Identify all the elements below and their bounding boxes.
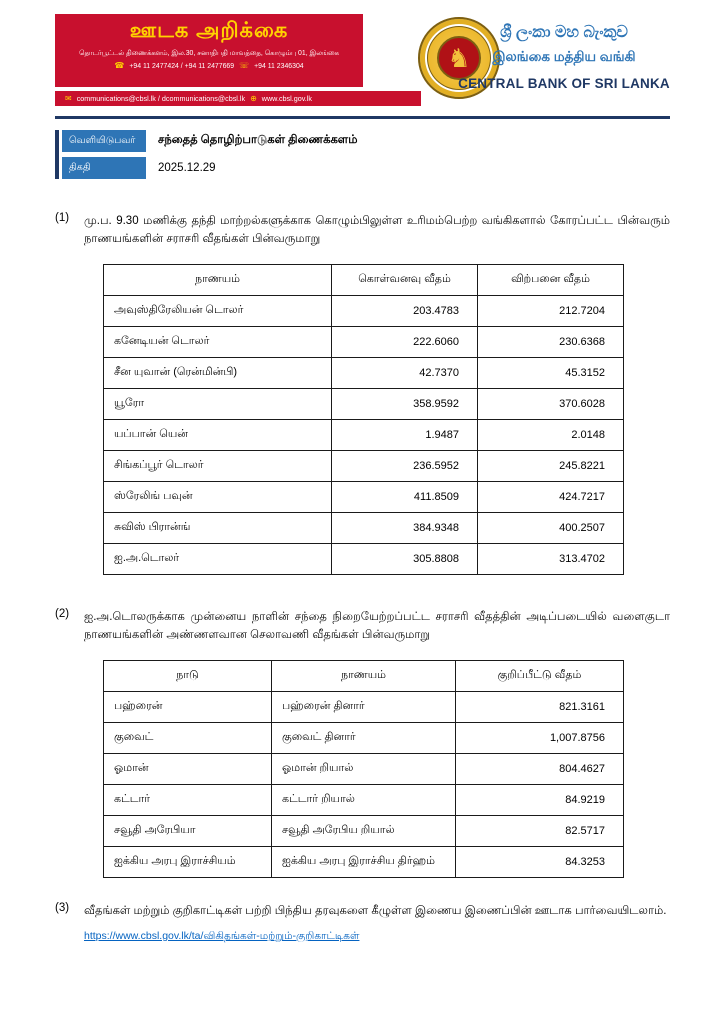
country-name: குவைட் bbox=[104, 722, 272, 753]
currency-name: ஐக்கிய அரபு இராச்சிய திர்ஹம் bbox=[272, 846, 456, 877]
column-header-selling-rate: விற்பனை வீதம் bbox=[478, 264, 624, 295]
table-row bbox=[104, 450, 624, 481]
currency-name: பஹ்ரைன் தினார் bbox=[272, 691, 456, 722]
issuer-row bbox=[62, 130, 357, 152]
currency-name: ஓமான் றியால் bbox=[272, 753, 456, 784]
selling-rate: 313.4702 bbox=[478, 543, 624, 574]
selling-rate: 230.6368 bbox=[478, 326, 624, 357]
buying-rate: 1.9487 bbox=[332, 419, 478, 450]
column-header-indicative-rate: குறிப்பீட்டு வீதம் bbox=[456, 660, 624, 691]
gulf-currency-header-row bbox=[104, 660, 624, 691]
selling-rate: 2.0148 bbox=[478, 419, 624, 450]
table-row bbox=[104, 512, 624, 543]
contact-email-line bbox=[55, 91, 421, 106]
currency-name: ஐ.அ.டொலர் bbox=[104, 543, 332, 574]
fax-number: +94 11 2346304 bbox=[254, 62, 304, 70]
buying-rate: 411.8509 bbox=[332, 481, 478, 512]
exchange-rates-table bbox=[103, 264, 624, 575]
globe-icon: ⊕ bbox=[250, 93, 257, 103]
bank-name-english: CENTRAL BANK OF SRI LANKA bbox=[458, 76, 670, 91]
letterhead bbox=[55, 14, 670, 108]
column-header-currency: நாணயம் bbox=[104, 264, 332, 295]
indicative-rate: 804.4627 bbox=[456, 753, 624, 784]
section-2-text: ஐ.அ.டொலருக்காக முன்னைய நாளின் சந்தை நிறையேற்றப்பட்ட சராசரி வீதத்தின் அடிப்படையில் வளைகுடா நாணயங்களின் அண்ணளவான செலாவணி வீதங்கள் பின்வருமாறு bbox=[84, 610, 670, 642]
bank-name-sinhala: ශ්‍රී ලංකා මහ බැංකුව bbox=[500, 24, 628, 41]
section-2-number: (2) bbox=[55, 607, 70, 620]
column-header-currency: நாணயம் bbox=[272, 660, 456, 691]
indicative-rate: 821.3161 bbox=[456, 691, 624, 722]
bank-name-block bbox=[458, 24, 670, 91]
department-address: தொடர்பூட்டல் திணைக்களம், இல.30, சனாதிபதி மாவத்தை, கொழும்பு 01, இலங்கை bbox=[79, 50, 339, 57]
table-row bbox=[104, 295, 624, 326]
buying-rate: 384.9348 bbox=[332, 512, 478, 543]
buying-rate: 42.7370 bbox=[332, 357, 478, 388]
date-row bbox=[62, 157, 357, 179]
table-row bbox=[104, 357, 624, 388]
website-url: www.cbsl.gov.lk bbox=[261, 94, 312, 103]
currency-name: குவைட் தினார் bbox=[272, 722, 456, 753]
country-name: ஐக்கிய அரபு இராச்சியம் bbox=[104, 846, 272, 877]
table-row bbox=[104, 388, 624, 419]
indicative-rate: 82.5717 bbox=[456, 815, 624, 846]
section-1-text: மு.ப. 9.30 மணிக்கு தந்தி மாற்றல்களுக்காக கொழும்பிலுள்ள உரிமம்பெற்ற வங்கிகளால் கோரப்பட்ட பின்வரும் நாணயங்களின் சராசரி வீதங்கள் பின்வருமாறு bbox=[84, 215, 670, 246]
fax-icon: ☏ bbox=[239, 61, 250, 70]
currency-name: யூரோ bbox=[104, 388, 332, 419]
selling-rate: 45.3152 bbox=[478, 357, 624, 388]
selling-rate: 424.7217 bbox=[478, 481, 624, 512]
issuer-value: சந்தைத் தொழிற்பாடுகள் திணைக்களம் bbox=[158, 134, 358, 146]
media-release-box bbox=[55, 14, 363, 87]
rates-and-indicators-link[interactable]: https://www.cbsl.gov.lk/ta/விகிதங்கள்-மற்றும்-குறிகாட்டிகள் bbox=[84, 929, 360, 942]
selling-rate: 400.2507 bbox=[478, 512, 624, 543]
lion-icon: ♞ bbox=[437, 36, 481, 80]
issuer-label: வெளியிடுபவர் bbox=[62, 130, 146, 152]
date-value: 2025.12.29 bbox=[158, 162, 216, 174]
section-3-text: வீதங்கள் மற்றும் குறிகாட்டிகள் பற்றி பிந்திய தரவுகளை கீழுள்ள இணைய இணைப்பின் ஊடாக பார்வையிடலாம். bbox=[84, 904, 667, 917]
phone-icon: ☎ bbox=[114, 61, 125, 70]
section-3-number: (3) bbox=[55, 901, 70, 914]
buying-rate: 236.5952 bbox=[332, 450, 478, 481]
meta-accent-bar bbox=[55, 130, 59, 179]
gulf-currency-table bbox=[103, 660, 624, 878]
currency-name: அவுஸ்திரேலியன் டொலர் bbox=[104, 295, 332, 326]
currency-name: கனேடியன் டொலர் bbox=[104, 326, 332, 357]
column-header-country: நாடு bbox=[104, 660, 272, 691]
country-name: பஹ்ரைன் bbox=[104, 691, 272, 722]
section-1-body bbox=[84, 212, 670, 575]
header-divider bbox=[55, 116, 670, 119]
section-3-body bbox=[84, 902, 670, 944]
selling-rate: 245.8221 bbox=[478, 450, 624, 481]
indicative-rate: 84.9219 bbox=[456, 784, 624, 815]
phone-numbers: +94 11 2477424 / +94 11 2477669 bbox=[129, 62, 235, 70]
currency-name: சீன யுவான் (ரென்மின்பி) bbox=[104, 357, 332, 388]
currency-name: ஸ்ரேலிங் பவுன் bbox=[104, 481, 332, 512]
buying-rate: 358.9592 bbox=[332, 388, 478, 419]
table-row bbox=[104, 481, 624, 512]
date-label: திகதி bbox=[62, 157, 146, 179]
selling-rate: 370.6028 bbox=[478, 388, 624, 419]
meta-rows bbox=[62, 130, 357, 179]
bank-name-tamil: இலங்கை மத்திய வங்கி bbox=[492, 49, 636, 64]
buying-rate: 203.4783 bbox=[332, 295, 478, 326]
currency-name: கட்டார் றியால் bbox=[272, 784, 456, 815]
email-icon: ✉ bbox=[65, 93, 72, 103]
country-name: ஓமான் bbox=[104, 753, 272, 784]
table-row bbox=[104, 846, 624, 877]
country-name: கட்டார் bbox=[104, 784, 272, 815]
contact-phone-line bbox=[55, 62, 363, 70]
buying-rate: 305.8808 bbox=[332, 543, 478, 574]
section-1-number: (1) bbox=[55, 212, 70, 224]
buying-rate: 222.6060 bbox=[332, 326, 478, 357]
exchange-rates-header-row bbox=[104, 264, 624, 295]
currency-name: சவூதி அரேபிய றியால் bbox=[272, 815, 456, 846]
section-2 bbox=[55, 608, 670, 878]
column-header-buying-rate: கொள்வனவு வீதம் bbox=[332, 264, 478, 295]
section-3 bbox=[55, 902, 670, 944]
release-meta bbox=[55, 130, 670, 179]
currency-name: சுவிஸ் பிரான்ங் bbox=[104, 512, 332, 543]
country-name: சவூதி அரேபியா bbox=[104, 815, 272, 846]
table-row bbox=[104, 722, 624, 753]
email-addresses: communications@cbsl.lk / dcommunications@cbsl.lk bbox=[76, 94, 246, 103]
indicative-rate: 84.3253 bbox=[456, 846, 624, 877]
currency-name: யப்பான் யென் bbox=[104, 419, 332, 450]
table-row bbox=[104, 691, 624, 722]
table-row bbox=[104, 784, 624, 815]
table-row bbox=[104, 543, 624, 574]
section-1 bbox=[55, 212, 670, 575]
table-row bbox=[104, 419, 624, 450]
table-row bbox=[104, 815, 624, 846]
media-release-title: ஊடக அறிக்கை bbox=[129, 19, 289, 42]
indicative-rate: 1,007.8756 bbox=[456, 722, 624, 753]
section-2-body bbox=[84, 608, 670, 878]
selling-rate: 212.7204 bbox=[478, 295, 624, 326]
table-row bbox=[104, 326, 624, 357]
currency-name: சிங்கப்பூர் டொலர் bbox=[104, 450, 332, 481]
table-row bbox=[104, 753, 624, 784]
